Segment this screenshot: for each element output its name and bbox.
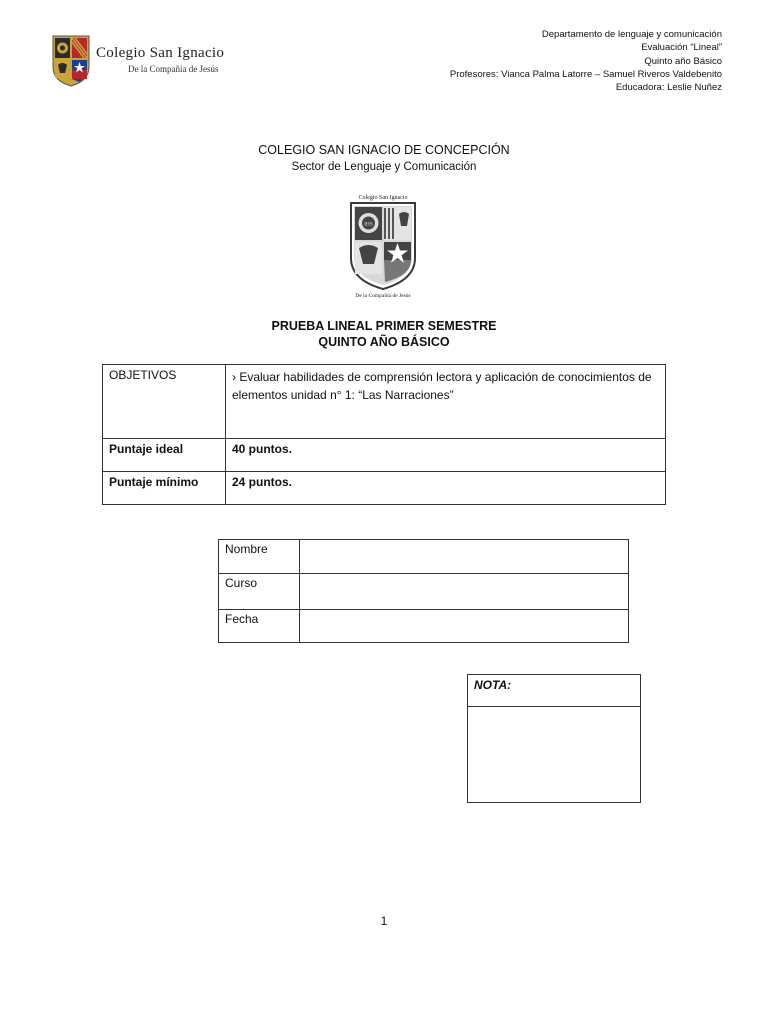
header-teachers: Profesores: Vianca Palma Latorre – Samuel Riveros Valdebenito: [449, 68, 722, 80]
school-crest-large-icon: [347, 192, 419, 300]
ideal-score-label: Puntaje ideal: [103, 439, 226, 472]
school-brand-subtitle: De la Compañía de Jesús: [128, 64, 219, 74]
minimum-score-label: Puntaje mínimo: [103, 472, 226, 505]
header-evaluation: Evaluación “Lineal”: [641, 42, 722, 54]
grade-label: NOTA:: [468, 675, 640, 707]
objectives-label: OBJETIVOS: [103, 365, 226, 439]
crest-top-text: Colegio San Ignacio: [358, 195, 408, 201]
ideal-score-row: [103, 439, 666, 472]
header-grade: Quinto año Básico: [644, 55, 722, 67]
date-field[interactable]: [300, 610, 629, 643]
header-educator: Educadora: Leslie Nuñez: [615, 82, 722, 94]
crest-seal-text: IHS: [364, 221, 373, 228]
school-crest-color-icon: [52, 35, 90, 87]
course-row: [219, 574, 629, 610]
sector-title: Sector de Lenguaje y Comunicación: [291, 161, 477, 173]
grade-box: [467, 674, 641, 803]
objectives-table: [102, 364, 666, 505]
document-header-info: [450, 28, 722, 94]
school-brand-name: Colegio San Ignacio: [96, 45, 225, 61]
test-title: [0, 318, 768, 350]
header-department: Departamento de lenguaje y comunicación: [541, 29, 722, 40]
name-field[interactable]: [300, 540, 629, 574]
minimum-score-row: [103, 472, 666, 505]
name-label: Nombre: [219, 540, 300, 574]
date-label: Fecha: [219, 610, 300, 643]
objectives-text: › Evaluar habilidades de comprensión lectora y aplicación de conocimientos de elementos unidad n° 1: “Las Narraciones”: [226, 365, 666, 439]
minimum-score-value: 24 puntos.: [226, 472, 666, 505]
page-number: 1: [380, 914, 388, 928]
student-info-table: [218, 539, 629, 643]
school-title: COLEGIO SAN IGNACIO DE CONCEPCIÓN: [258, 143, 510, 157]
course-label: Curso: [219, 574, 300, 610]
test-title-line2: QUINTO AÑO BÁSICO: [318, 335, 450, 349]
grade-field[interactable]: [468, 707, 640, 801]
objectives-row: [103, 365, 666, 439]
ideal-score-value: 40 puntos.: [226, 439, 666, 472]
school-logo-header: [52, 35, 272, 90]
course-field[interactable]: [300, 574, 629, 610]
name-row: [219, 540, 629, 574]
test-title-line1: PRUEBA LINEAL PRIMER SEMESTRE: [271, 319, 497, 333]
date-row: [219, 610, 629, 643]
crest-bottom-text: De la Compañía de Jesús: [355, 293, 411, 299]
